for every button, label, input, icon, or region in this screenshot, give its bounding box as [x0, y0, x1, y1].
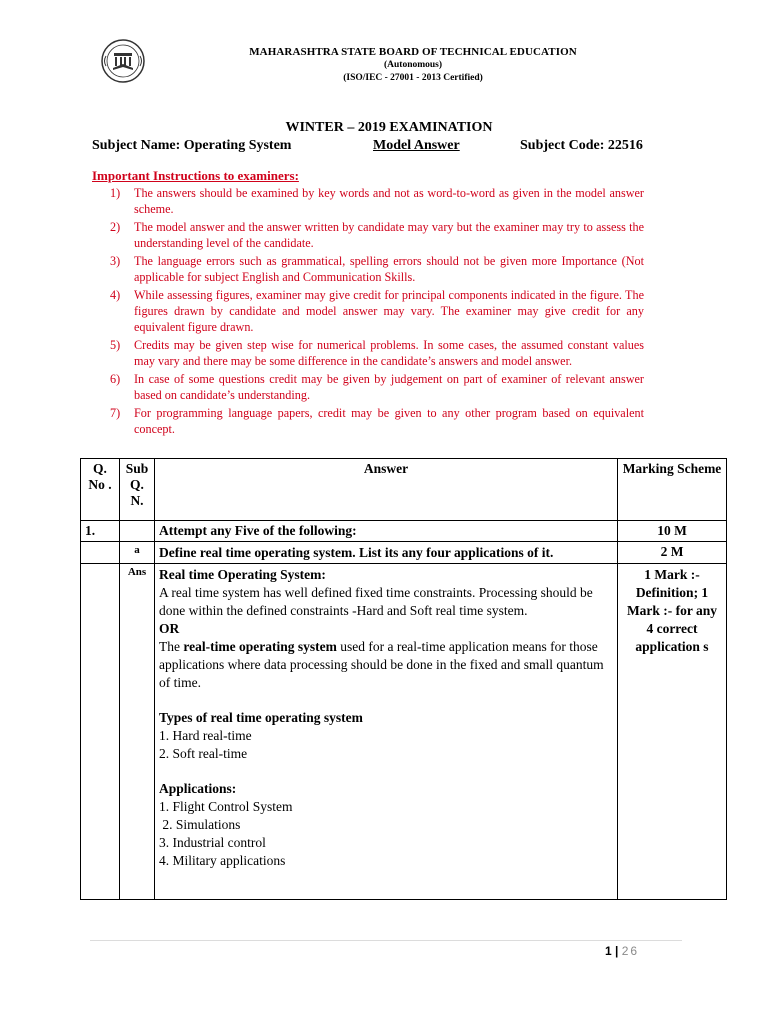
header-answer: Answer — [155, 459, 618, 521]
types-heading: Types of real time operating system — [159, 710, 363, 725]
answer-or: OR — [159, 621, 180, 636]
applications-heading: Applications: — [159, 781, 237, 796]
instruction-item: 7) For programming language papers, credit may be given to any other program based on equivalent concept. — [110, 405, 644, 436]
q1a-sub-label: a — [120, 542, 155, 564]
instructions-list — [110, 185, 644, 439]
footer-divider — [90, 940, 682, 941]
header-subqn: Sub Q. N. — [120, 459, 155, 521]
instruction-item: 3) The language errors such as grammatical, spelling errors should not be given more Importance (Not applicable for subject English and Communication Skills. — [110, 253, 644, 285]
instruction-item: 1) The answers should be examined by key words and not as word-to-word as given in the model answer scheme. — [110, 186, 644, 217]
subject-row — [92, 138, 652, 156]
exam-title: WINTER – 2019 EXAMINATION — [285, 120, 493, 135]
instruction-item: 5) Credits may be given step wise for numerical problems. In some cases, the assumed constant values may vary and there may be some difference in the candidate’s answers and model answer. — [110, 337, 644, 369]
list-item: 2. Simulations — [159, 817, 241, 832]
q1a-marks: 2 M — [618, 542, 727, 564]
instructions-title: Important Instructions to examiners: — [92, 168, 299, 183]
header-qno: Q. No . — [81, 459, 120, 521]
ans-label: Ans — [120, 564, 155, 900]
certification-label: (ISO/IEC - 27001 - 2013 Certified) — [343, 73, 483, 83]
list-item: 2. Soft real-time — [159, 746, 248, 761]
answer-content — [155, 564, 618, 900]
header-marking: Marking Scheme — [618, 459, 727, 521]
answer-heading: Real time Operating System: — [159, 567, 326, 582]
q1a-question: Define real time operating system. List its any four applications of it. — [155, 542, 618, 564]
subject-name: Subject Name: Operating System — [92, 138, 292, 153]
instruction-item: 6) In case of some questions credit may be given by judgement on part of examiner of relevant answer based on candidate’s understanding. — [110, 371, 644, 402]
marking-scheme: 1 Mark :- Definition; 1 Mark :- for any 4 correct application s — [618, 564, 727, 900]
list-item: 1. Hard real-time — [159, 728, 252, 743]
answer-definition-alt: The real-time operating system used for a real-time application means for those applications where data processing should be done in the fixed and small quantum of time. — [159, 639, 604, 690]
page-number: 1 | 26 — [605, 944, 640, 958]
list-item: 3. Industrial control — [159, 835, 266, 850]
subject-code: Subject Code: 22516 — [520, 138, 643, 153]
board-name: MAHARASHTRA STATE BOARD OF TECHNICAL EDUCATION — [249, 46, 577, 58]
model-answer-label: Model Answer — [373, 138, 460, 153]
table-header-row — [81, 459, 727, 521]
answer-table — [80, 458, 727, 900]
q1-marks: 10 M — [618, 521, 727, 542]
table-row — [81, 521, 727, 542]
autonomous-label: (Autonomous) — [383, 60, 443, 70]
answer-definition: A real time system has well defined fixed time constraints. Processing should be done within the defined constraints -Hard and Soft real time system. — [159, 585, 593, 618]
q1-number: 1. — [81, 521, 120, 542]
table-row — [81, 542, 727, 564]
instruction-item: 2) The model answer and the answer written by candidate may vary but the examiner may try to assess the understanding level of the candidate. — [110, 219, 644, 251]
list-item: 4. Military applications — [159, 853, 286, 868]
q1-instruction: Attempt any Five of the following: — [155, 521, 618, 542]
table-row — [81, 564, 727, 900]
instruction-item: 4) While assessing figures, examiner may give credit for principal components indicated in the figure. The figures drawn by candidate and model answer may vary. The examiner may give credit for any equivalent figure drawn. — [110, 287, 644, 335]
list-item: 1. Flight Control System — [159, 799, 293, 814]
